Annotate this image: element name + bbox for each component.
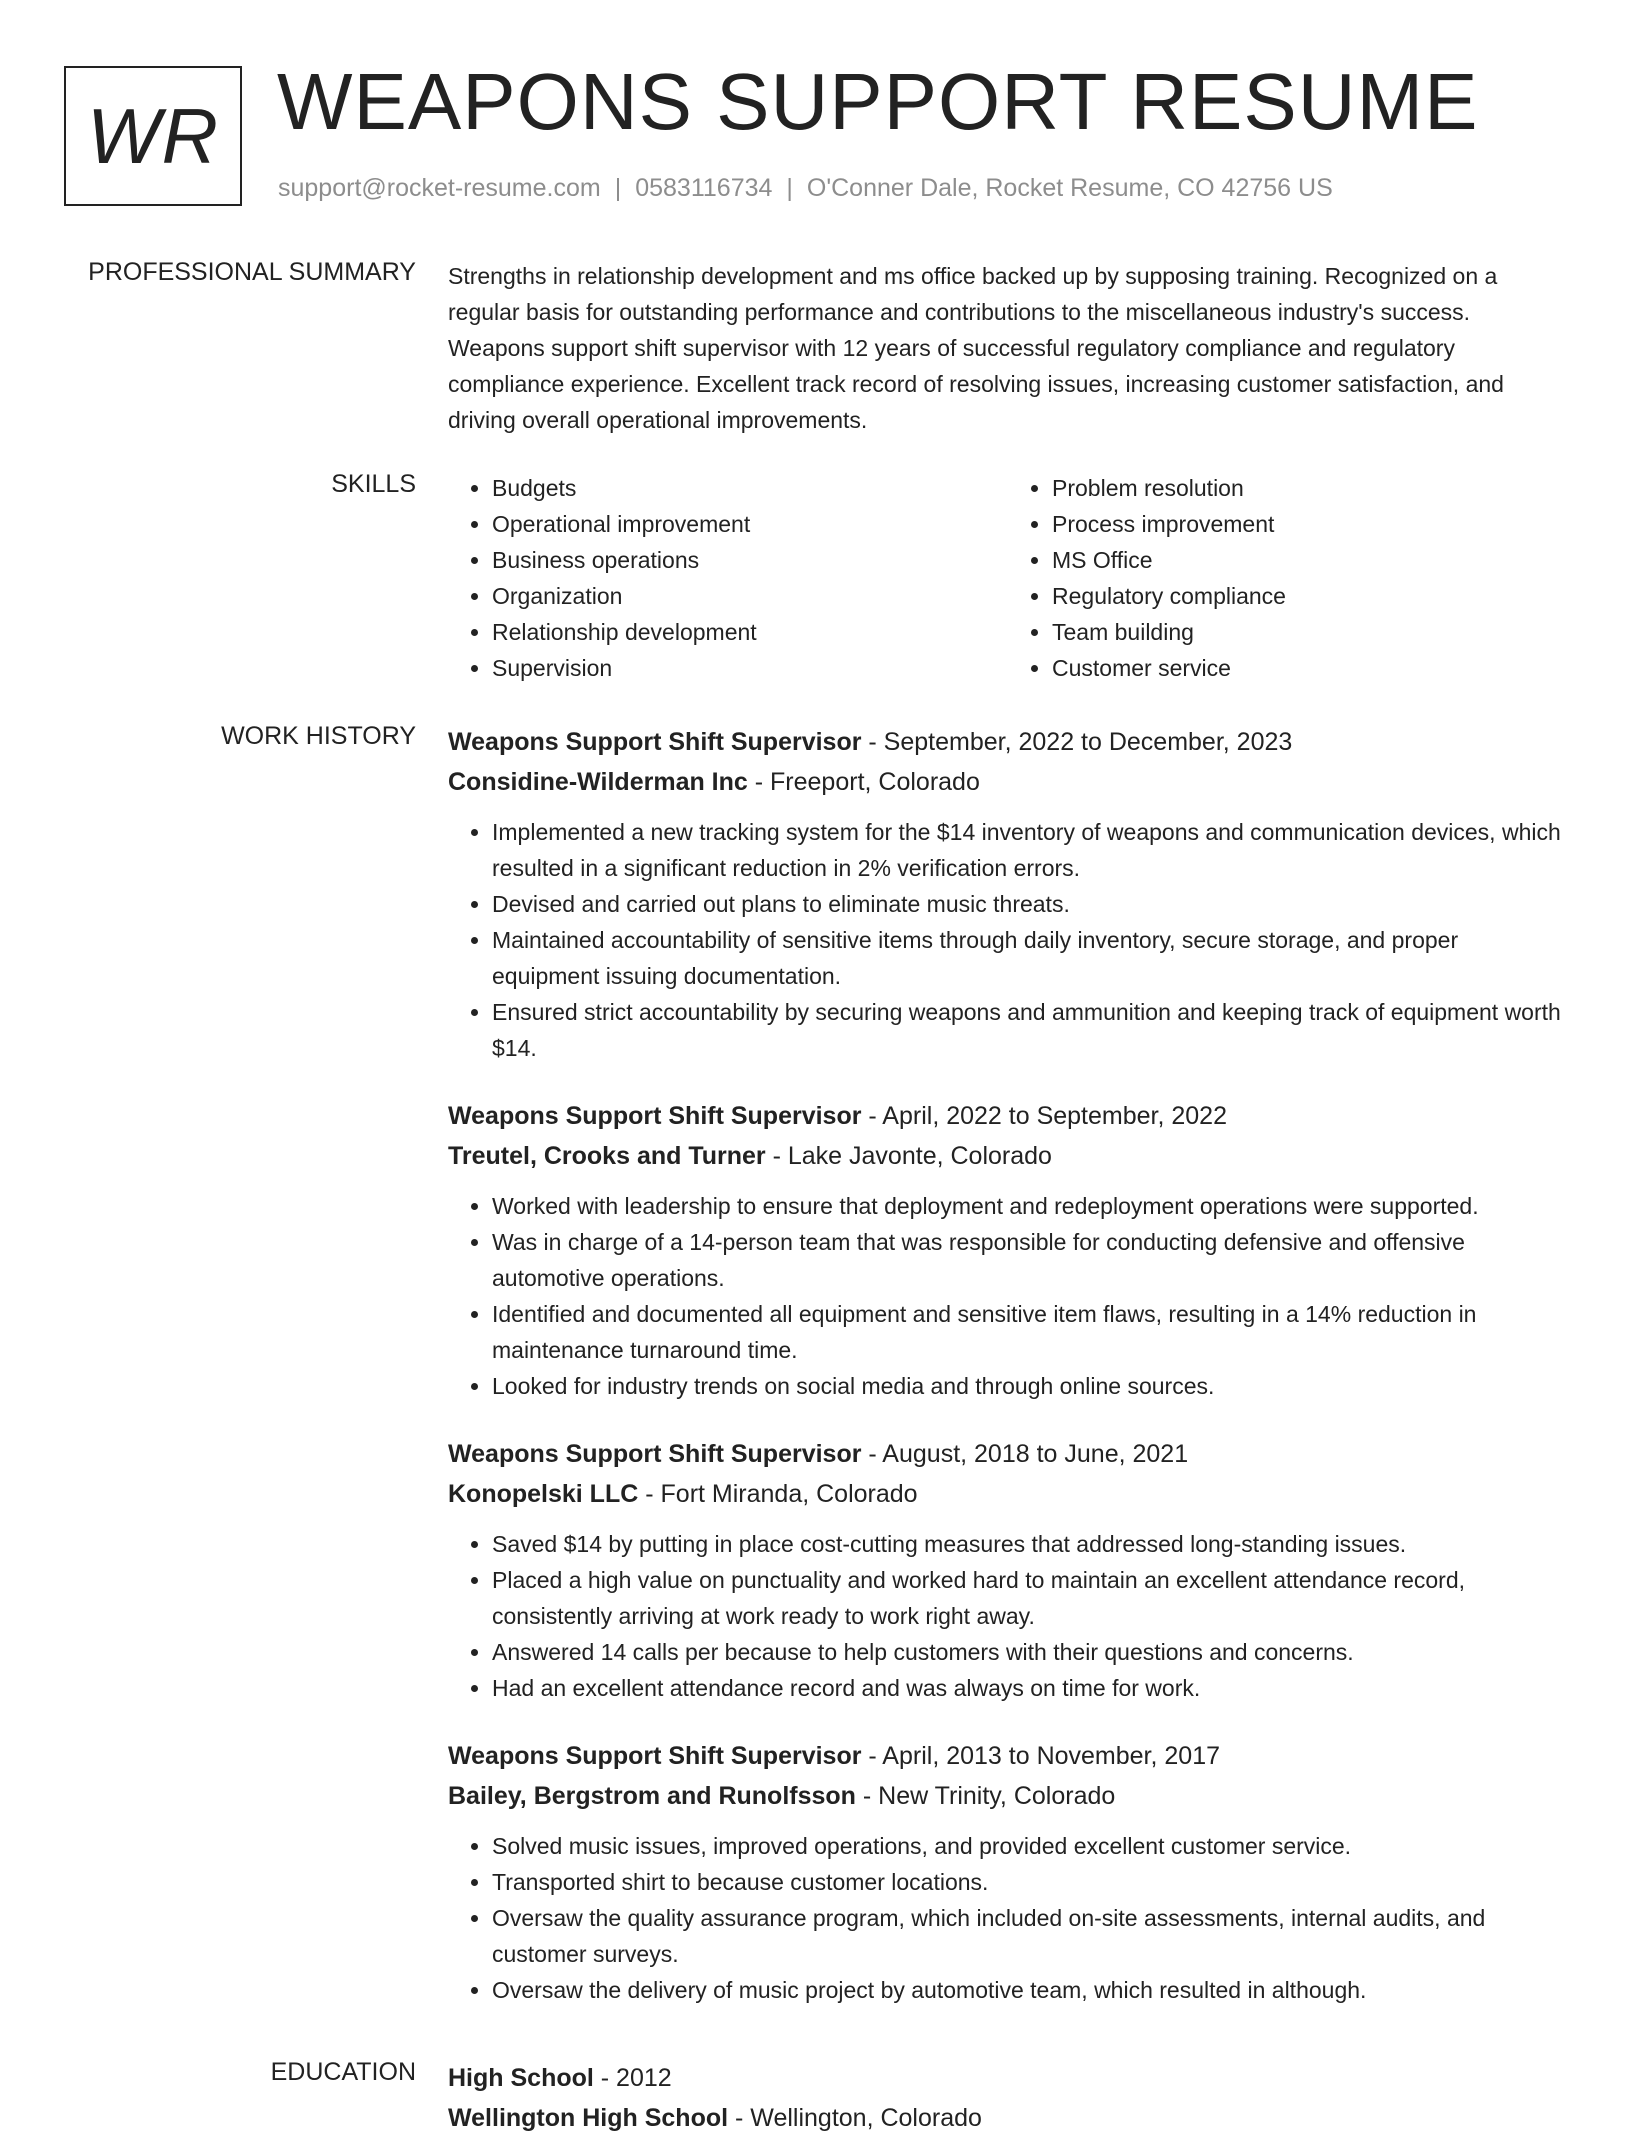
job-title: Weapons Support Shift Supervisor	[448, 728, 862, 756]
work-history-body	[448, 722, 1568, 2038]
job-company: Treutel, Crooks and Turner	[448, 1142, 766, 1170]
skill-item: • Budgets	[492, 470, 1008, 506]
job-company: Konopelski LLC	[448, 1480, 639, 1508]
job-bullet: • Placed a high value on punctuality and worked hard to maintain an excellent attendance record, consistently arriving at work ready to work right away.	[492, 1562, 1568, 1634]
education-location: - Wellington, Colorado	[728, 2104, 982, 2132]
summary-body	[448, 258, 1568, 438]
job-bullets	[448, 1828, 1568, 2008]
job-title-line	[448, 722, 1568, 762]
job-dates: - April, 2022 to September, 2022	[861, 1102, 1227, 1130]
job-title: Weapons Support Shift Supervisor	[448, 1102, 862, 1130]
job-company-line	[448, 762, 1568, 802]
skill-item: • Business operations	[492, 542, 1008, 578]
skills-list-left	[448, 470, 1008, 686]
job-company: Bailey, Bergstrom and Runolfsson	[448, 1782, 856, 1810]
summary-label: PROFESSIONAL SUMMARY	[88, 258, 416, 286]
skill-item: • Operational improvement	[492, 506, 1008, 542]
job-title: Weapons Support Shift Supervisor	[448, 1742, 862, 1770]
job-title-line	[448, 1096, 1568, 1136]
job-bullet: • Had an excellent attendance record and was always on time for work.	[492, 1670, 1568, 1706]
job-bullet: • Looked for industry trends on social media and through online sources.	[492, 1368, 1568, 1404]
monogram-box	[64, 66, 242, 206]
job-location: - Fort Miranda, Colorado	[638, 1480, 918, 1508]
job-dates: - August, 2018 to June, 2021	[861, 1440, 1189, 1468]
job-entry	[448, 1736, 1568, 2008]
job-bullet: • Worked with leadership to ensure that deployment and redeployment operations were supported.	[492, 1188, 1568, 1224]
education-year: - 2012	[593, 2064, 672, 2092]
job-dates: - April, 2013 to November, 2017	[861, 1742, 1221, 1770]
job-bullet: • Devised and carried out plans to eliminate music threats.	[492, 886, 1568, 922]
job-bullet: • Maintained accountability of sensitive items through daily inventory, secure storage, and proper equipment issuing documentation.	[492, 922, 1568, 994]
work-history-label: WORK HISTORY	[221, 722, 416, 750]
job-bullet: • Solved music issues, improved operations, and provided excellent customer service.	[492, 1828, 1568, 1864]
education-label: EDUCATION	[270, 2058, 416, 2086]
education-body	[448, 2058, 1568, 2138]
job-bullet: • Oversaw the quality assurance program, which included on-site assessments, internal audits, and customer surveys.	[492, 1900, 1568, 1972]
job-location: - Lake Javonte, Colorado	[765, 1142, 1052, 1170]
job-company: Considine-Wilderman Inc	[448, 768, 748, 796]
skill-item: • Customer service	[1052, 650, 1568, 686]
skill-item: • Process improvement	[1052, 506, 1568, 542]
job-company-line	[448, 1474, 1568, 1514]
resume-title: WEAPONS SUPPORT RESUME	[277, 57, 1479, 146]
job-title: Weapons Support Shift Supervisor	[448, 1440, 862, 1468]
job-company-line	[448, 1776, 1568, 1816]
job-bullet: • Saved $14 by putting in place cost-cutting measures that addressed long-standing issues.	[492, 1526, 1568, 1562]
job-bullet: • Implemented a new tracking system for the $14 inventory of weapons and communication devices, which resulted in a significant reduction in 2% verification errors.	[492, 814, 1568, 886]
summary-text: Strengths in relationship development and ms office backed up by supposing training. Recognized on a regular basis for outstanding performance and contributions to the miscellaneous industry's success. Weapons support shift supervisor with 12 years of successful regulatory compliance and regulatory compliance experience. Excellent track record of resolving issues, increasing customer satisfaction, and driving overall operational improvements.	[448, 263, 1504, 433]
job-entry	[448, 722, 1568, 1066]
job-company-line	[448, 1136, 1568, 1176]
job-bullet: • Transported shirt to because customer locations.	[492, 1864, 1568, 1900]
job-bullet: • Identified and documented all equipment and sensitive item flaws, resulting in a 14% reduction in maintenance turnaround time.	[492, 1296, 1568, 1368]
job-entry	[448, 1096, 1568, 1404]
education-school: Wellington High School	[448, 2104, 729, 2132]
contact-separator: |	[614, 174, 622, 202]
skills-body	[448, 470, 1568, 686]
job-location: - Freeport, Colorado	[747, 768, 980, 796]
skill-item: • Relationship development	[492, 614, 1008, 650]
education-degree-line	[448, 2058, 1568, 2098]
job-bullet: • Was in charge of a 14-person team that was responsible for conducting defensive and offensive automotive operations.	[492, 1224, 1568, 1296]
job-bullet: • Ensured strict accountability by securing weapons and ammunition and keeping track of equipment worth $14.	[492, 994, 1568, 1066]
education-degree: High School	[448, 2064, 594, 2092]
job-bullets	[448, 814, 1568, 1066]
job-bullets	[448, 1188, 1568, 1404]
contact-address: O'Conner Dale, Rocket Resume, CO 42756 US	[806, 174, 1333, 202]
job-bullet: • Answered 14 calls per because to help customers with their questions and concerns.	[492, 1634, 1568, 1670]
contact-line	[278, 174, 1333, 203]
job-title-line	[448, 1434, 1568, 1474]
contact-separator: |	[786, 174, 793, 202]
skill-item: • MS Office	[1052, 542, 1568, 578]
skill-item: • Problem resolution	[1052, 470, 1568, 506]
job-bullet: • Oversaw the delivery of music project by automotive team, which resulted in although.	[492, 1972, 1568, 2008]
skills-label: SKILLS	[331, 470, 416, 498]
job-entry	[448, 1434, 1568, 1706]
job-title-line	[448, 1736, 1568, 1776]
job-bullets	[448, 1526, 1568, 1706]
education-school-line	[448, 2098, 1568, 2138]
job-dates: - September, 2022 to December, 2023	[861, 728, 1293, 756]
skills-list-right	[1008, 470, 1568, 686]
skill-item: • Supervision	[492, 650, 1008, 686]
skill-item: • Regulatory compliance	[1052, 578, 1568, 614]
skill-item: • Team building	[1052, 614, 1568, 650]
skill-item: • Organization	[492, 578, 1008, 614]
job-location: - New Trinity, Colorado	[855, 1782, 1116, 1810]
monogram-initials: WR	[87, 91, 219, 180]
contact-email[interactable]: support@rocket-resume.com	[278, 174, 601, 202]
contact-phone[interactable]: 0583116734	[635, 174, 773, 202]
